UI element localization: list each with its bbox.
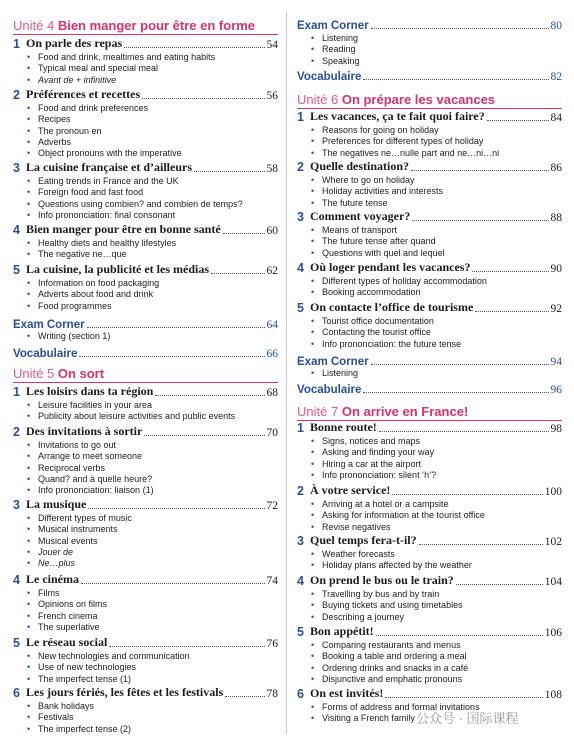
list-item: • Adverts about food and drink <box>27 289 154 300</box>
list-item: • Questions using combien? and combien de temps? <box>27 198 243 209</box>
lesson-bon-appetit[interactable]: 5 Bon appétit! 106 <box>297 624 562 639</box>
list-item: • Asking for information at the tourist office <box>311 510 485 521</box>
lesson-les-jours-feries[interactable]: 6 Les jours fériés, les fêtes et les festivals 78 <box>13 685 278 700</box>
exam-corner-link-2[interactable]: Exam Corner 94 <box>297 356 562 368</box>
list-item: • Arriving at a hotel or a campsite <box>311 499 449 509</box>
u5-lesson-2-topics <box>26 440 154 496</box>
list-item: • Typical meal and special meal <box>27 63 159 74</box>
u7-lesson-5-topics <box>310 640 468 685</box>
u6-lesson-1-topics <box>310 125 499 159</box>
unit-5-rule <box>13 382 278 383</box>
list-item: • Means of transport <box>311 225 398 235</box>
u5-lesson-1-topics <box>26 400 235 423</box>
exam-corner-link[interactable]: Exam Corner 80 <box>297 20 562 32</box>
lesson-4-topics <box>26 238 176 261</box>
column-divider <box>286 12 287 734</box>
list-item: • Holiday activities and interests <box>311 186 444 197</box>
lesson-quelle-destination[interactable]: 2 Quelle destination? 86 <box>297 159 562 174</box>
list-item: • Invitations to go out <box>27 440 117 450</box>
list-item: • Listening <box>311 368 359 378</box>
list-item: • Different types of holiday accommodation <box>311 276 487 286</box>
u5-lesson-5-topics <box>26 651 190 685</box>
list-item: • Visiting a French family <box>311 713 415 724</box>
list-item: • Foreign food and fast food <box>27 187 144 198</box>
list-item: • Comparing restaurants and menus <box>311 640 461 650</box>
list-item: • Listening <box>311 33 359 43</box>
u6-lesson-3-topics <box>310 225 445 259</box>
list-item: • Travelling by bus and by train <box>311 589 440 599</box>
u7-lesson-2-topics <box>310 499 485 533</box>
list-item: • Jouer de <box>27 546 74 557</box>
list-item: • Information on food packaging <box>27 278 160 288</box>
list-item: • Musical events <box>27 535 98 546</box>
list-item: • Use of new technologies <box>27 662 137 673</box>
unit-5-heading: Unité 5 On sort <box>13 366 105 381</box>
list-item: • Weather forecasts <box>311 549 395 559</box>
list-item: • The negatives ne…nulle part and ne…ni…ni <box>311 147 500 158</box>
u7-lesson-1-topics <box>310 436 436 481</box>
u7-lesson-3-topics <box>310 549 472 572</box>
list-item: • The negative ne…que <box>27 249 127 260</box>
lesson-on-prend-le-bus[interactable]: 4 On prend le bus ou le train? 104 <box>297 573 562 588</box>
list-item: • Avant de + infinitive <box>27 74 117 85</box>
list-item: • Writing (section 1) <box>27 331 111 341</box>
list-item: • Reasons for going on holiday <box>311 125 439 135</box>
unit-4-heading: Unité 4 Bien manger pour être en forme <box>13 18 256 33</box>
list-item: • Preferences for different types of holiday <box>311 136 484 147</box>
list-item: • Ne…plus <box>27 558 76 569</box>
list-item: • Disjunctive and emphatic pronouns <box>311 673 463 684</box>
list-item: • Info prononciation: silent ‘h’? <box>311 469 437 480</box>
list-item: • Questions with quel and lequel <box>311 247 445 258</box>
unit-4-rule <box>13 34 278 35</box>
lesson-le-cinema[interactable]: 4 Le cinéma 74 <box>13 572 278 587</box>
vocabulaire-link[interactable]: Vocabulaire 66 <box>13 348 278 360</box>
list-item: • French cinema <box>27 610 98 621</box>
list-item: • Opinions on films <box>27 599 108 610</box>
list-item: • Reading <box>311 44 356 55</box>
list-item: • Describing a journey <box>311 611 405 622</box>
list-item: • The imperfect tense (2) <box>27 723 132 734</box>
lesson-office-de-tourisme[interactable]: 5 On contacte l’office de tourisme 92 <box>297 300 562 315</box>
lesson-les-loisirs[interactable]: 1 Les loisirs dans ta région 68 <box>13 384 278 399</box>
u5-lesson-4-topics <box>26 588 107 633</box>
lesson-ou-loger[interactable]: 4 Où loger pendant les vacances? 90 <box>297 260 562 275</box>
list-item: • Forms of address and formal invitations <box>311 702 480 712</box>
list-item: • The pronoun en <box>27 125 102 136</box>
u6-lesson-4-topics <box>310 276 487 299</box>
lesson-2-topics <box>26 103 182 159</box>
u7-lesson-4-topics <box>310 589 463 623</box>
list-item: • Ordering drinks and snacks in a café <box>311 662 469 673</box>
u5-lesson-3-topics <box>26 513 132 569</box>
list-item: • Tourist office documentation <box>311 316 434 326</box>
list-item: • Reciprocal verbs <box>27 462 106 473</box>
list-item: • Food and drink, mealtimes and eating habits <box>27 52 216 62</box>
list-item: • Signs, notices and maps <box>311 436 421 446</box>
lesson-quel-temps[interactable]: 3 Quel temps fera-t-il? 102 <box>297 533 562 548</box>
lesson-preferences-et-recettes[interactable]: 2 Préférences et recettes 56 <box>13 87 278 102</box>
list-item: • Contacting the tourist office <box>311 327 431 338</box>
list-item: • Holiday plans affected by the weather <box>311 560 472 571</box>
exam-corner-topics <box>26 331 110 342</box>
vocabulaire-link[interactable]: Vocabulaire 82 <box>297 71 562 83</box>
u6-lesson-5-topics <box>310 316 461 350</box>
list-item: • Healthy diets and healthy lifestyles <box>27 238 177 248</box>
u5-lesson-6-topics <box>26 701 131 735</box>
list-item: • Buying tickets and using timetables <box>311 600 463 611</box>
list-item: • Films <box>27 588 60 598</box>
list-item: • Hiring a car at the airport <box>311 458 422 469</box>
list-item: • Booking accommodation <box>311 287 421 298</box>
lesson-on-parle-des-repas[interactable]: 1 On parle des repas 54 <box>13 36 278 51</box>
exam-corner-topics <box>310 33 360 67</box>
lesson-on-est-invites[interactable]: 6 On est invités! 108 <box>297 686 562 701</box>
list-item: • Leisure facilities in your area <box>27 400 153 410</box>
lesson-la-cuisine-francaise[interactable]: 3 La cuisine française et d’ailleurs 58 <box>13 160 278 175</box>
list-item: • Object pronouns with the imperative <box>27 148 182 159</box>
list-item: • Bank holidays <box>27 701 95 711</box>
list-item: • New technologies and communication <box>27 651 190 661</box>
lesson-le-reseau-social[interactable]: 5 Le réseau social 76 <box>13 635 278 650</box>
unit-6-heading: Unité 6 On prépare les vacances <box>297 92 496 107</box>
list-item: • Booking a table and ordering a meal <box>311 651 467 662</box>
list-item: • Musical instruments <box>27 524 118 535</box>
list-item: • Festivals <box>27 712 74 723</box>
list-item: • Different types of music <box>27 513 132 523</box>
list-item: • Publicity about leisure activities and public events <box>27 411 236 422</box>
lesson-les-vacances[interactable]: 1 Les vacances, ça te fait quoi faire? 84 <box>297 109 562 124</box>
list-item: • Where to go on holiday <box>311 175 415 185</box>
lesson-bien-manger[interactable]: 4 Bien manger pour être en bonne santé 60 <box>13 222 278 237</box>
exam-corner-link[interactable]: Exam Corner 64 <box>13 319 278 331</box>
lesson-5-topics <box>26 278 159 312</box>
lesson-3-topics <box>26 176 243 221</box>
list-item: • The imperfect tense (1) <box>27 673 132 684</box>
lesson-bonne-route[interactable]: 1 Bonne route! 98 <box>297 420 562 435</box>
list-item: • The future tense <box>311 197 388 208</box>
list-item: • Revise negatives <box>311 521 391 532</box>
list-item: • The superlative <box>27 621 100 632</box>
lesson-a-votre-service[interactable]: 2 À votre service! 100 <box>297 483 562 498</box>
lesson-comment-voyager[interactable]: 3 Comment voyager? 88 <box>297 209 562 224</box>
list-item: • Speaking <box>311 55 360 66</box>
lesson-1-topics <box>26 52 215 86</box>
list-item: • Food programmes <box>27 300 112 311</box>
list-item: • Info prononciation: final consonant <box>27 209 176 220</box>
vocabulaire-link-2[interactable]: Vocabulaire 96 <box>297 384 562 396</box>
list-item: • Asking and finding your way <box>311 447 435 458</box>
lesson-des-invitations[interactable]: 2 Des invitations à sortir 70 <box>13 424 278 439</box>
watermark: 公众号 · 国际课程 <box>416 711 519 726</box>
lesson-la-musique[interactable]: 3 La musique 72 <box>13 497 278 512</box>
exam-corner-2-topics <box>310 368 358 379</box>
list-item: • Food and drink preferences <box>27 103 149 113</box>
list-item: • Adverbs <box>27 136 72 147</box>
list-item: • Arrange to meet someone <box>27 451 143 462</box>
list-item: • Eating trends in France and the UK <box>27 176 179 186</box>
list-item: • Info prononciation: liaison (1) <box>27 485 154 496</box>
lesson-la-cuisine-publicite[interactable]: 5 La cuisine, la publicité et les médias 62 <box>13 262 278 277</box>
list-item: • Info prononciation: the future tense <box>311 338 462 349</box>
u6-lesson-2-topics <box>310 175 443 209</box>
list-item: • The future tense after quand <box>311 236 436 247</box>
unit-7-heading: Unité 7 On arrive en France! <box>297 404 469 419</box>
list-item: • Recipes <box>27 114 71 125</box>
list-item: • Quand? and à quelle heure? <box>27 473 153 484</box>
